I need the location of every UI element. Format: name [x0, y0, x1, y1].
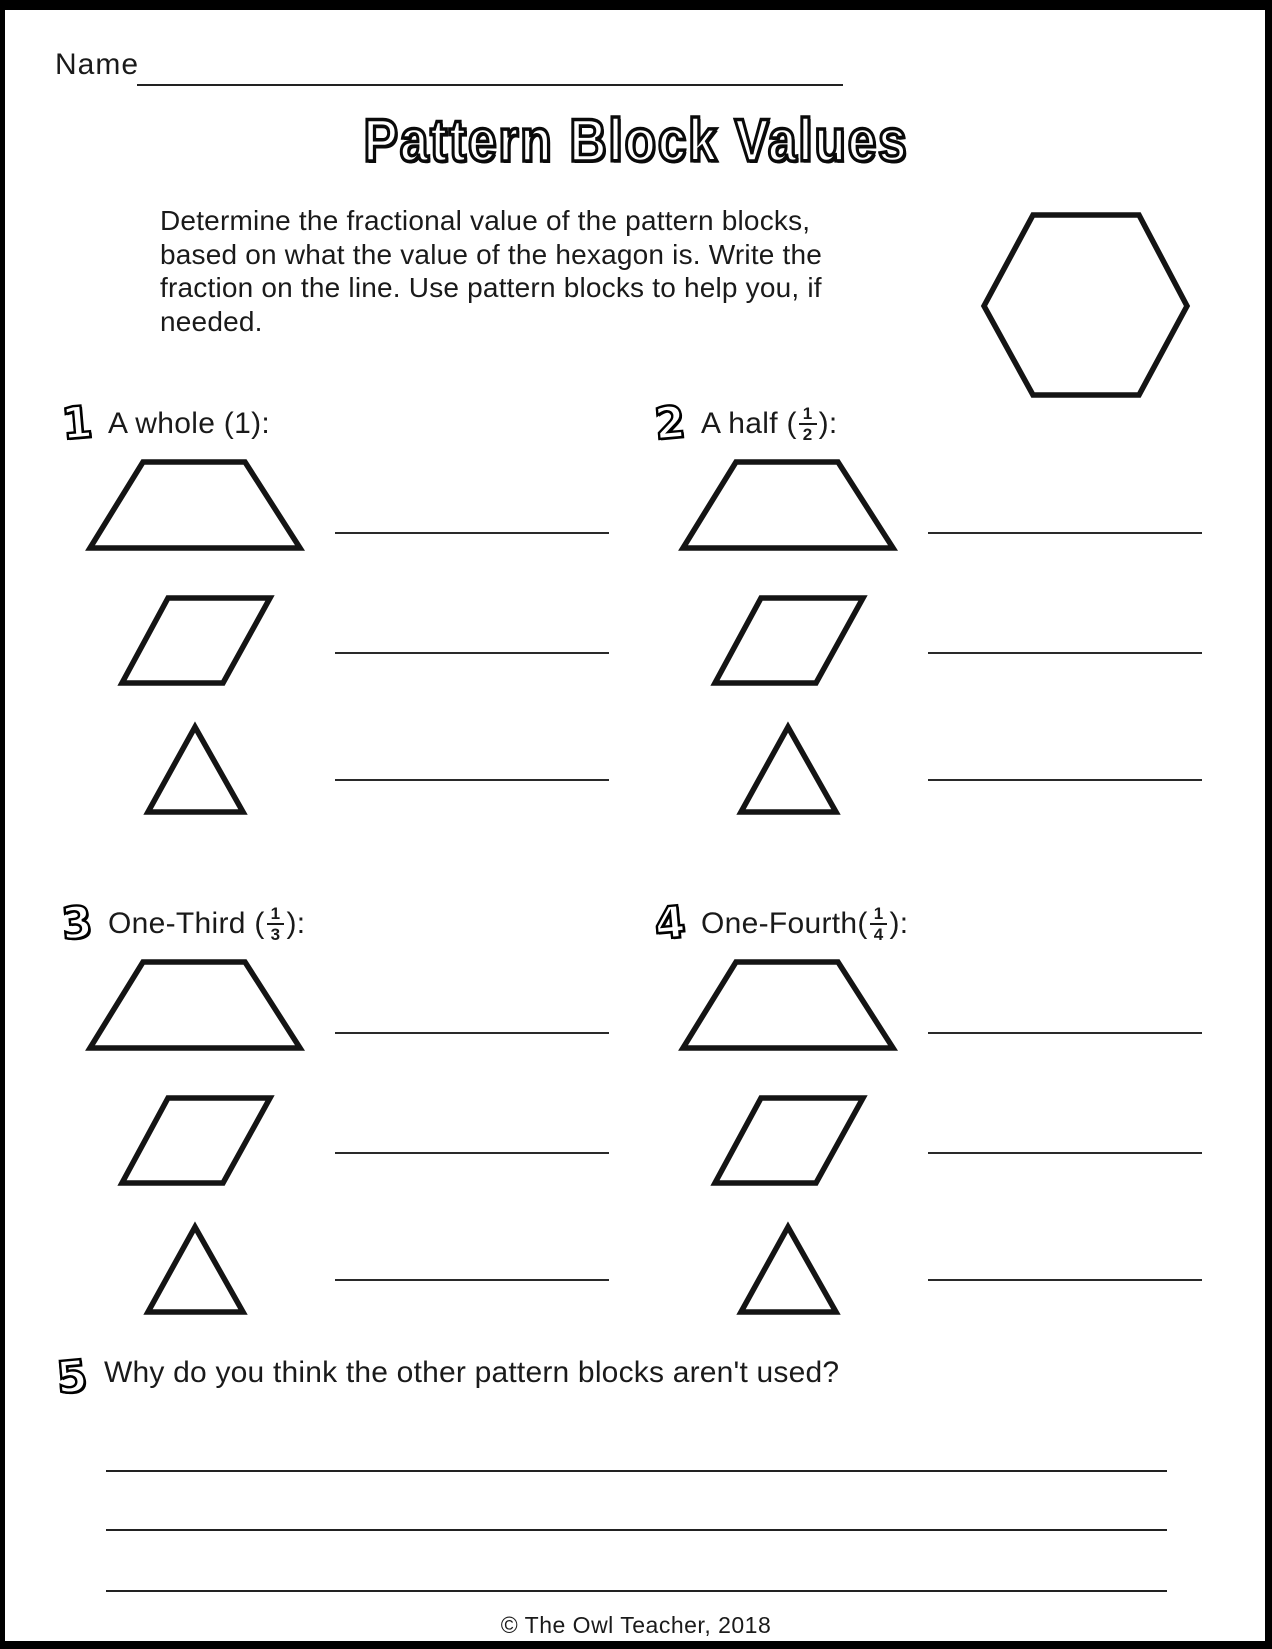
section-3-label-suffix: ): — [286, 907, 306, 940]
section-1-number: 1 — [59, 396, 95, 451]
section-4-header — [701, 896, 908, 952]
section-4-fourth — [593, 896, 1233, 1376]
triangle-shape — [142, 1221, 250, 1319]
answer-line-trapezoid-1[interactable] — [335, 532, 609, 534]
copyright-credit: © The Owl Teacher, 2018 — [500, 1612, 772, 1638]
answer-line-trapezoid-4[interactable] — [928, 1032, 1202, 1034]
answer-line-triangle-3[interactable] — [335, 1279, 609, 1281]
parallelogram-shape — [116, 592, 278, 690]
section-2-half — [593, 396, 1233, 876]
answer-line-triangle-4[interactable] — [928, 1279, 1202, 1281]
hexagon-shape — [976, 207, 1196, 408]
answer-line-parallelogram-4[interactable] — [928, 1152, 1202, 1154]
section-1-whole — [0, 396, 640, 876]
page-title: Pattern Block Values — [363, 107, 909, 174]
fraction-one-third: $\frac{1}{3}$ — [267, 905, 285, 943]
answer-line-trapezoid-2[interactable] — [928, 532, 1202, 534]
section-1-header — [108, 396, 270, 452]
section-3-header — [108, 896, 305, 952]
instructions-line: fraction on the line. Use pattern blocks to help you, if — [160, 272, 822, 303]
answer-line-parallelogram-2[interactable] — [928, 652, 1202, 654]
fraction-one-fourth: $\frac{1}{4}$ — [870, 905, 888, 943]
section-3-third — [0, 896, 640, 1376]
section-4-label: One-Fourth( — [701, 907, 868, 940]
parallelogram-shape — [709, 1092, 871, 1190]
trapezoid-shape — [84, 456, 306, 554]
name-label: Name — [55, 48, 140, 81]
section-5-number: 5 — [54, 1350, 90, 1405]
answer-line-triangle-2[interactable] — [928, 779, 1202, 781]
instructions-line: needed. — [160, 305, 263, 337]
answer-line-trapezoid-3[interactable] — [335, 1032, 609, 1034]
trapezoid-shape — [677, 456, 899, 554]
answer-line-parallelogram-3[interactable] — [335, 1152, 609, 1154]
section-4-label-suffix: ): — [889, 907, 909, 940]
question-5-text: Why do you think the other pattern blocks aren't used? — [104, 1356, 840, 1389]
answer-line-triangle-1[interactable] — [335, 779, 609, 781]
instructions-line: Determine the fractional value of the pattern blocks, — [160, 205, 811, 236]
response-line-2[interactable] — [106, 1529, 1167, 1531]
trapezoid-shape — [677, 956, 899, 1054]
name-input-line[interactable] — [137, 52, 843, 86]
response-line-1[interactable] — [106, 1470, 1167, 1472]
section-2-label: A half ( — [701, 407, 797, 440]
instructions-line: based on what the value of the hexagon is. Write the — [160, 238, 823, 270]
section-3-label: One-Third ( — [108, 907, 265, 940]
section-2-number: 2 — [652, 396, 688, 451]
parallelogram-shape — [116, 1092, 278, 1190]
trapezoid-shape — [84, 956, 306, 1054]
triangle-shape — [735, 1221, 843, 1319]
response-line-3[interactable] — [106, 1590, 1167, 1592]
triangle-shape — [735, 721, 843, 819]
parallelogram-shape — [709, 592, 871, 690]
triangle-shape — [142, 721, 250, 819]
section-2-label-suffix: ): — [818, 407, 838, 440]
fraction-one-half: $\frac{1}{2}$ — [799, 405, 817, 443]
answer-line-parallelogram-1[interactable] — [335, 652, 609, 654]
section-2-header — [701, 396, 838, 452]
section-3-number: 3 — [59, 896, 95, 951]
section-4-number: 4 — [652, 896, 688, 951]
instructions-paragraph — [160, 204, 960, 338]
section-1-label: A whole (1): — [108, 407, 271, 440]
